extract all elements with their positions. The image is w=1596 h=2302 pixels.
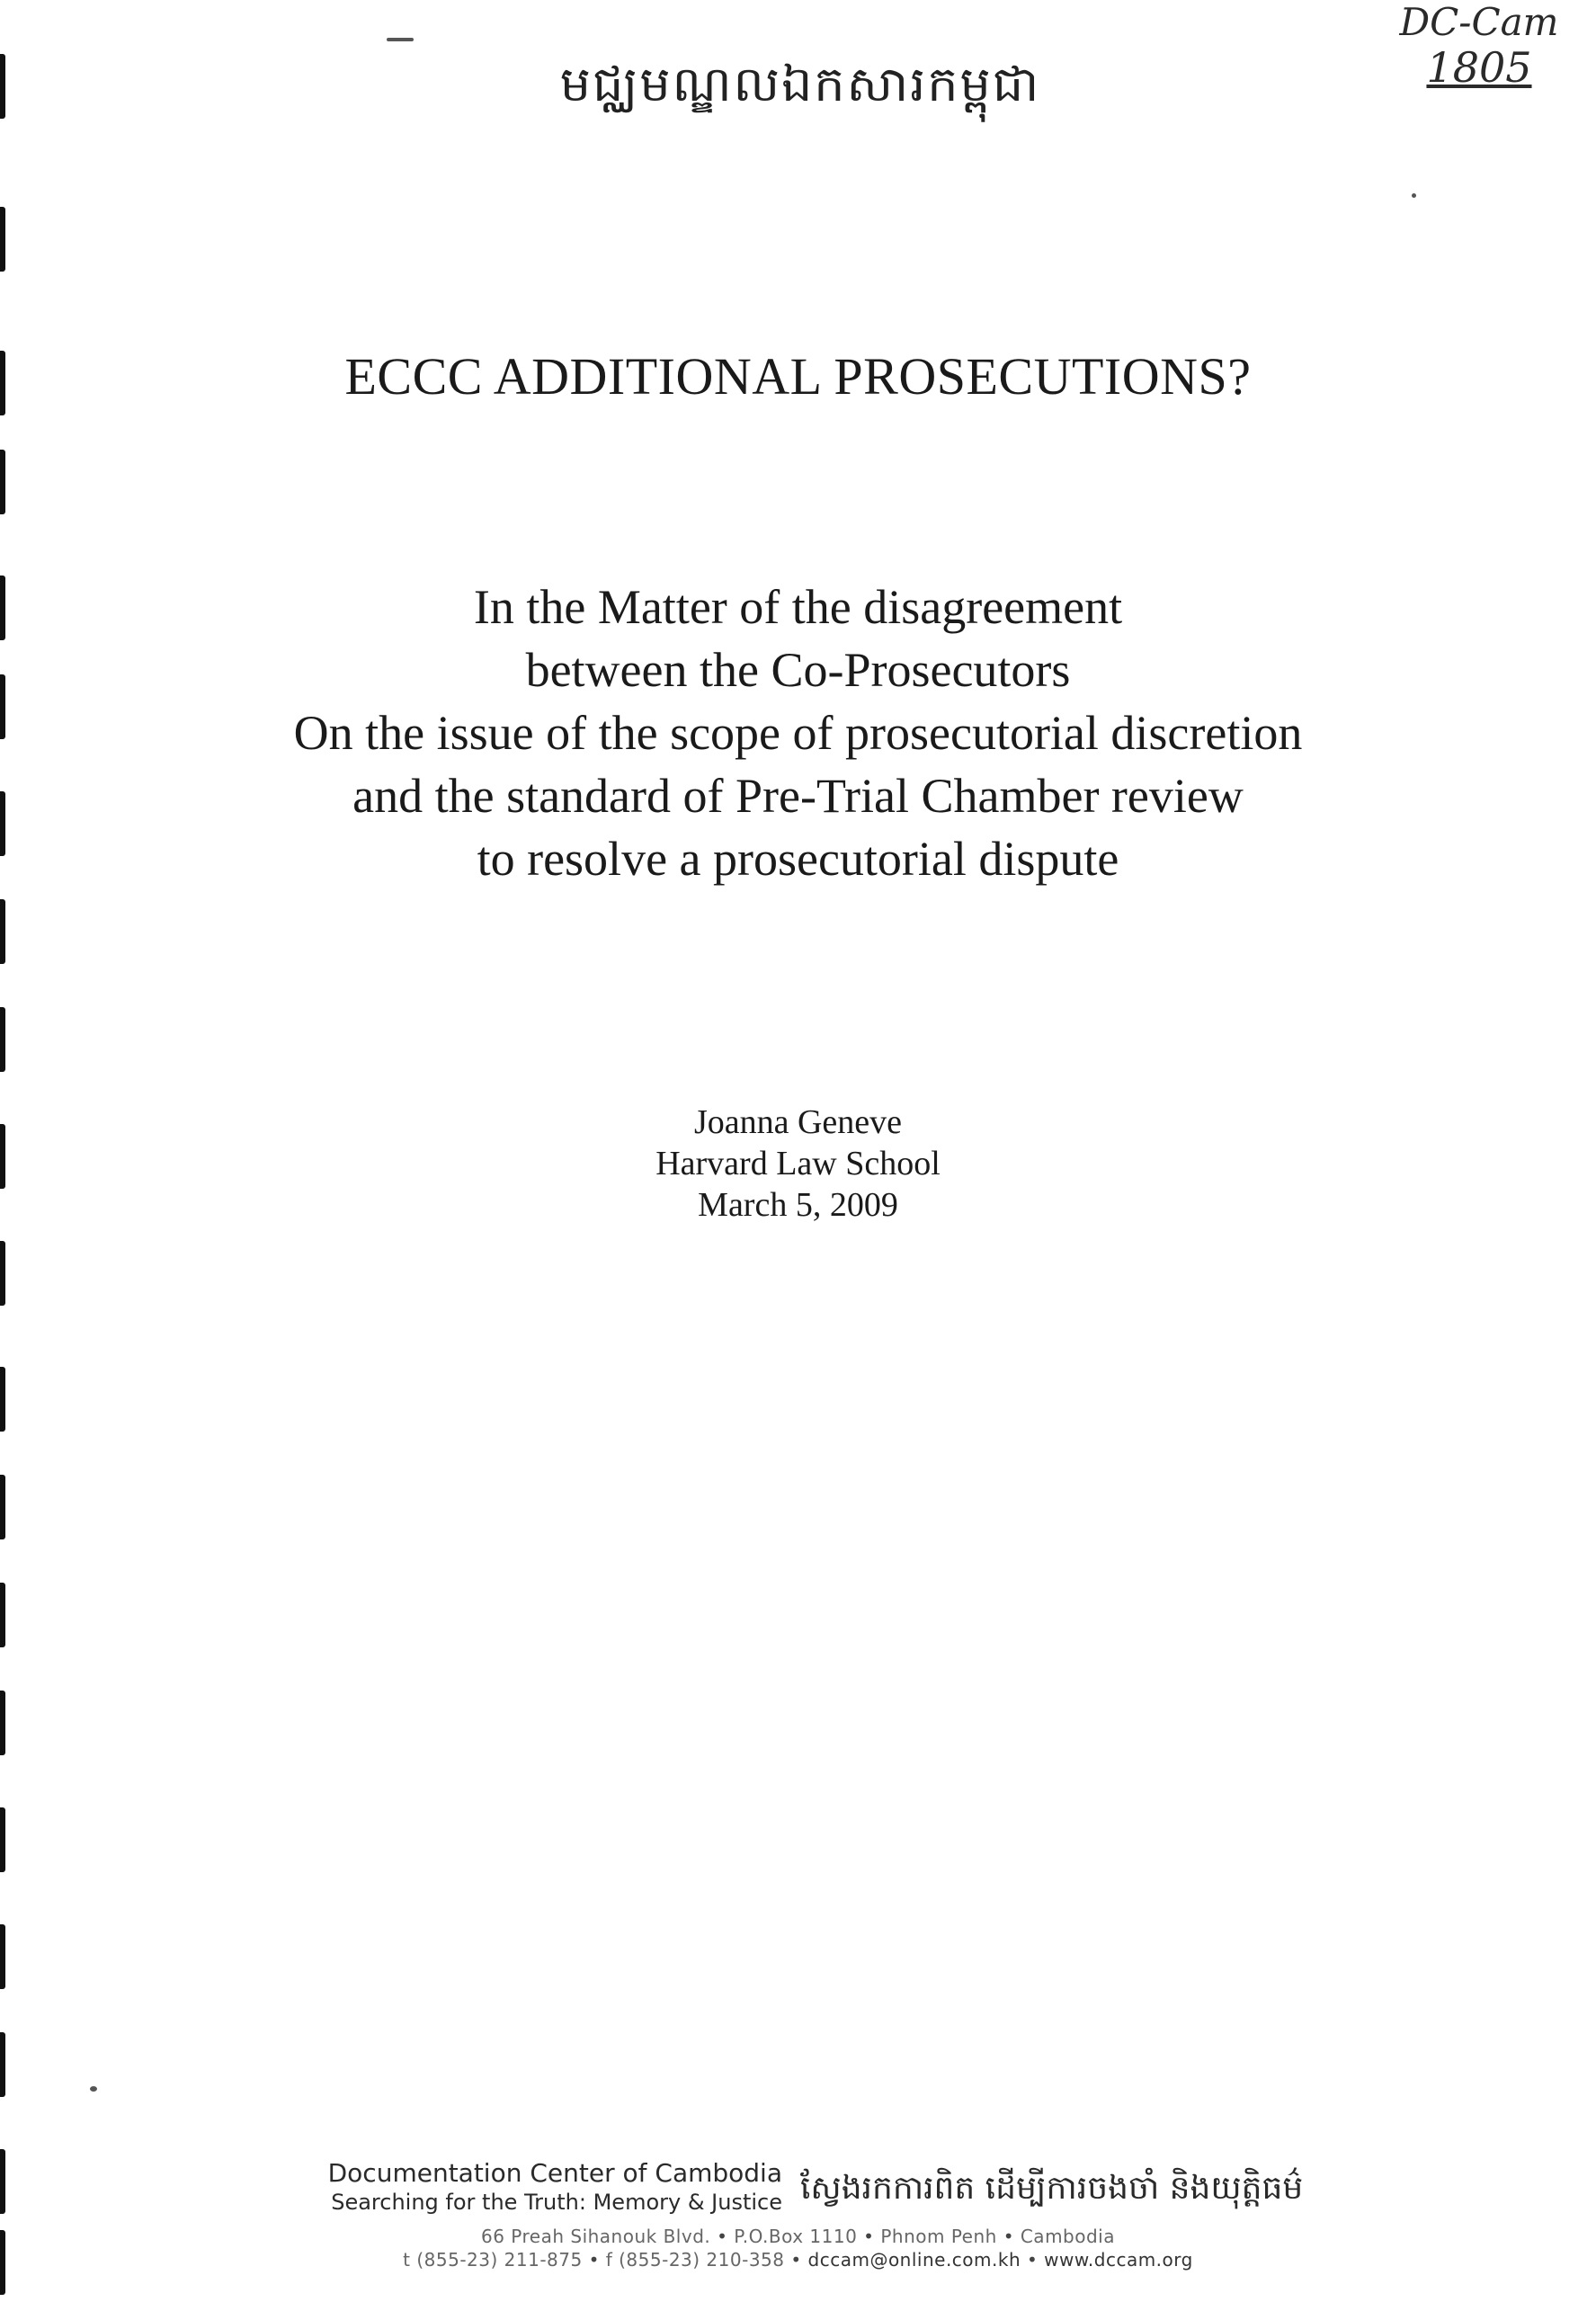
binding-hole — [0, 1807, 5, 1872]
address-street: 66 Preah Sihanouk Blvd. — [480, 2226, 711, 2247]
subtitle-line: On the issue of the scope of prosecutorial discretion — [293, 706, 1303, 760]
footer-address — [0, 2225, 1596, 2248]
binding-hole — [0, 2032, 5, 2097]
binding-hole — [0, 1583, 5, 1647]
address-city: Phnom Penh — [880, 2226, 997, 2247]
author-institution: Harvard Law School — [655, 1145, 941, 1182]
binding-hole — [0, 1367, 5, 1432]
address-po-box: P.O.Box 1110 — [734, 2226, 858, 2247]
binding-hole — [0, 1691, 5, 1755]
binding-hole — [0, 899, 5, 964]
handwritten-ref-line-2: 1805 — [1426, 43, 1532, 92]
subtitle-line: and the standard of Pre-Trial Chamber review — [352, 769, 1244, 823]
document-subtitle — [0, 576, 1596, 890]
contact-website: www.dccam.org — [1044, 2249, 1193, 2271]
address-country: Cambodia — [1020, 2226, 1115, 2247]
subtitle-line: between the Co-Prosecutors — [525, 643, 1071, 697]
separator-bullet: • — [863, 2226, 875, 2247]
subtitle-line: to resolve a prosecutorial dispute — [477, 832, 1119, 886]
contact-phone: t (855-23) 211-875 — [403, 2249, 583, 2271]
binding-hole — [0, 1241, 5, 1306]
subtitle-line: In the Matter of the disagreement — [473, 580, 1123, 634]
scan-mark — [1412, 193, 1416, 198]
document-date: March 5, 2009 — [698, 1186, 898, 1224]
author-name: Joanna Geneve — [693, 1103, 903, 1141]
binding-hole — [0, 207, 5, 272]
footer-organization-block — [297, 2158, 782, 2216]
binding-hole — [0, 1475, 5, 1539]
binding-hole — [0, 450, 5, 514]
scan-mark — [387, 38, 414, 41]
handwritten-archive-reference — [1389, 0, 1569, 90]
footer-contact — [0, 2248, 1596, 2271]
binding-hole — [0, 1924, 5, 1989]
separator-bullet: • — [790, 2249, 802, 2271]
scan-mark — [90, 2086, 97, 2092]
footer-khmer-tagline: ស្វែងរកការពិត ដើម្បីការចងចាំ និងយុត្តិធម៌ — [800, 2170, 1304, 2207]
khmer-organization-header: មជ្ឈមណ្ឌលឯកសារកម្ពុជា — [559, 56, 1041, 112]
contact-email: dccam@online.com.kh — [807, 2249, 1021, 2271]
footer-org-name: Documentation Center of Cambodia — [327, 2158, 782, 2188]
binding-hole — [0, 2149, 5, 2214]
separator-bullet: • — [1003, 2226, 1014, 2247]
footer-org-tagline: Searching for the Truth: Memory & Justice — [331, 2190, 782, 2215]
separator-bullet: • — [588, 2249, 600, 2271]
footer-organization-row — [297, 2158, 1304, 2221]
separator-bullet: • — [1027, 2249, 1039, 2271]
binding-hole — [0, 54, 5, 119]
contact-fax: f (855-23) 210-358 — [605, 2249, 785, 2271]
author-block — [0, 1102, 1596, 1226]
document-title: ECCC ADDITIONAL PROSECUTIONS? — [344, 347, 1252, 406]
separator-bullet: • — [717, 2226, 728, 2247]
handwritten-ref-line-1: DC-Cam — [1399, 0, 1559, 44]
binding-hole — [0, 1007, 5, 1072]
